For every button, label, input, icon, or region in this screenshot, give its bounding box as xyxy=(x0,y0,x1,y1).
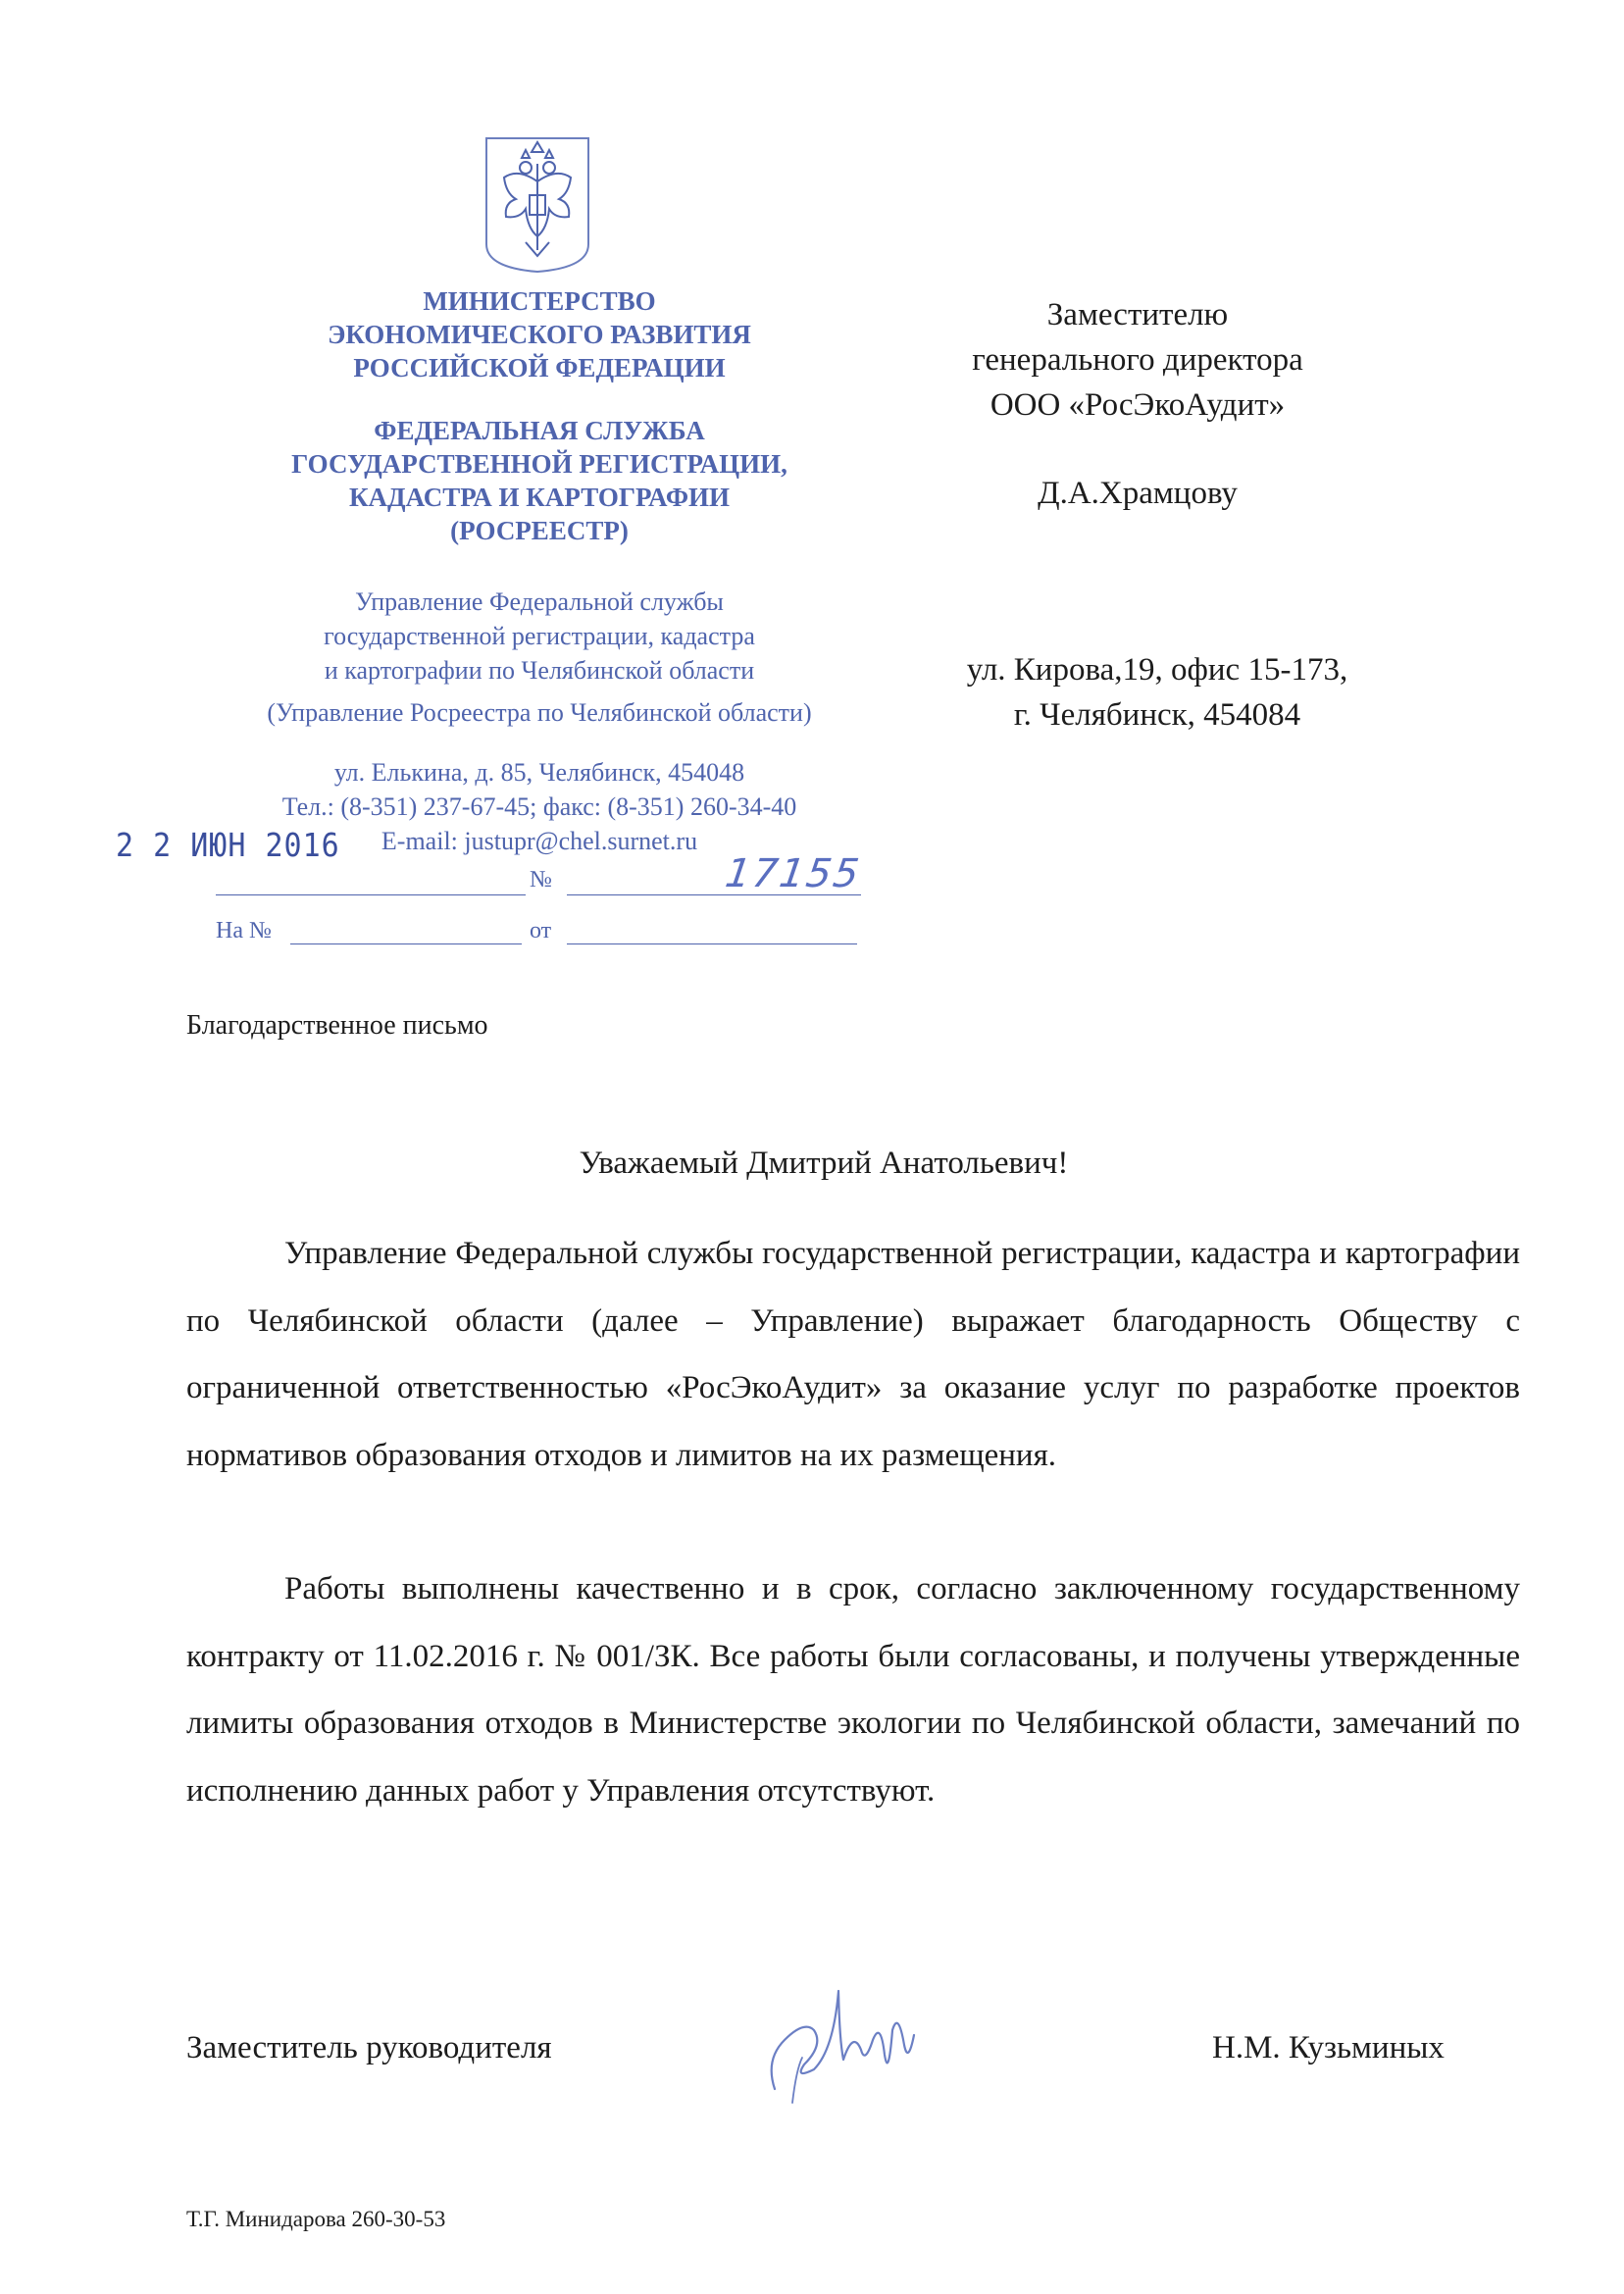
paragraph-1: Управление Федеральной службы государственной регистрации, кадастра и картографии по Челябинской области (далее – Управление) выражает благодарность Обществу с ограниченной ответственностью «РосЭкоАудит» за оказание услуг по разработке проектов нормативов образования отходов и лимитов на их размещения. xyxy=(186,1236,1520,1473)
ministry-name: МИНИСТЕРСТВО ЭКОНОМИЧЕСКОГО РАЗВИТИЯ РОССИЙСКОЙ ФЕДЕРАЦИИ xyxy=(328,286,751,382)
federal-service-name: ФЕДЕРАЛЬНАЯ СЛУЖБА ГОСУДАРСТВЕННОЙ РЕГИСТРАЦИИ, КАДАСТРА И КАРТОГРАФИИ (РОСРЕЕСТР) xyxy=(291,416,787,545)
coat-of-arms-emblem xyxy=(482,134,592,276)
registration-number: 17155 xyxy=(722,851,864,896)
handwritten-signature xyxy=(745,1971,941,2118)
recipient-name: Д.А.Храмцову xyxy=(1038,476,1238,511)
from-label: от xyxy=(530,918,552,943)
recipient-address: ул. Кирова,19, офис 15-173, г. Челябинск, 454084 xyxy=(966,652,1348,733)
executor-contact: Т.Г. Минидарова 260-30-53 xyxy=(186,2207,446,2231)
recipient-block: Заместителю генерального директора ООО «РосЭкоАудит» Д.А.Храмцову xyxy=(883,292,1393,516)
recipient-position: Заместителю xyxy=(1046,297,1229,332)
signatory-title: Заместитель руководителя xyxy=(186,2030,552,2065)
office-phone: Тел.: (8-351) 237-67-45; факс: (8-351) 260-34-40 xyxy=(281,792,797,821)
salutation: Уважаемый Дмитрий Анатольевич! xyxy=(579,1146,1069,1181)
signatory-name: Н.М. Кузьминых xyxy=(1212,2030,1445,2065)
number-label: № xyxy=(530,867,552,892)
letter-subject: Благодарственное письмо xyxy=(186,1010,488,1041)
paragraph-2: Работы выполнены качественно и в срок, согласно заключенному государственному контракту от 11.02.2016 г. № 001/ЗК. Все работы были согласованы, и получены утвержденные лимиты образования отходов в Министерстве экологии по Челябинской области, замечаний по исполнению данных работ у Управления отсутствуют. xyxy=(186,1571,1520,1809)
date-line xyxy=(216,894,526,895)
regional-office-name: Управление Федеральной службы государственной регистрации, кадастра и картографии по Челябинской области (Управление Росреестра по Челябинской области) xyxy=(267,587,812,727)
office-address: ул. Елькина, д. 85, Челябинск, 454048 xyxy=(333,758,745,787)
reply-to-line xyxy=(290,943,522,944)
from-line xyxy=(567,943,857,944)
date-stamp: 2 2 ИЮН 2016 xyxy=(116,827,340,865)
office-email: E-mail: justupr@chel.surnet.ru xyxy=(381,827,698,855)
reply-to-label: На № xyxy=(216,918,272,943)
